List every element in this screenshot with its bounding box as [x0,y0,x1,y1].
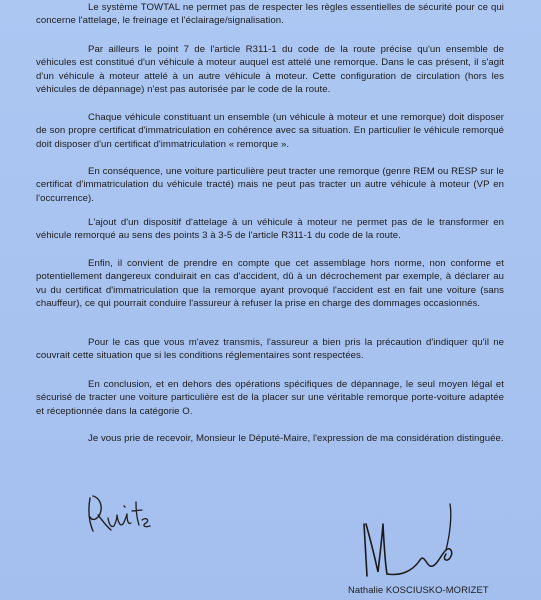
handwritten-note-signature [84,484,154,540]
paragraph-insurer: Pour le cas que vous m'avez transmis, l'assureur a bien pris la précaution d'indiquer qu'il ne couvrait cette situation que si les conditions réglementaires sont respectées. [36,337,504,362]
signer-name: Nathalie KOSCIUSKO-MORIZET [348,584,489,595]
paragraph-accident-risk: Enfin, il convient de prendre en compte que cet assemblage hors norme, non conforme et potentiellement dangereux conduirait en cas d'accident, dû à un décrochement par exemple, à déclarer au vu du certificat d'immatriculation que la remorque ayant provoqué l'accident est en fait une voiture (sans chauffeur), ce qui pourrait conduire l'assureur à refuser la prise en charge des dommages occasionnés. [36,258,504,310]
signature-mark [350,494,470,590]
paragraph-conclusion: En conclusion, et en dehors des opérations spécifiques de dépannage, le seul moyen légal et sécurisé de tracter une voiture particulière est de la placer sur une véritable remorque porte-voiture adaptée et réceptionnée dans la catégorie O. [36,379,504,417]
paragraph-closing-formula: Je vous prie de recevoir, Monsieur le Député-Maire, l'expression de ma considération distinguée. [88,433,504,444]
paragraph-article-r311-1: Par ailleurs le point 7 de l'article R311-1 du code de la route précise qu'un ensemble de véhicules est constitué d'un véhicule à moteur auquel est attelé une remorque. Dans le cas présent, il s'agit d'un véhicule à moteur attelé à un autre véhicule à moteur. Cette configuration de circulation (hors les véhicules de dépannage) n'est pas autorisée par le code de la route. [36,44,504,96]
paragraph-hitch-device: L'ajout d'un dispositif d'attelage à un véhicule à moteur ne permet pas de le transformer en véhicule remorqué au sens des points 3 à 3-5 de l'article R311-1 du code de la route. [36,217,504,242]
paragraph-towtal-system: Le système TOWTAL ne permet pas de respecter les règles essentielles de sécurité pour ce qui concerne l'attelage, le freinage et l'éclairage/signalisation. [36,2,504,27]
paragraph-registration-certificate: Chaque véhicule constituant un ensemble (un véhicule à moteur et une remorque) doit disposer de son propre certificat d'immatriculation en cohérence avec sa situation. En particulier le véhicule remorqué doit disposer d'un certificat d'immatriculation « remorque ». [36,112,504,150]
paragraph-consequence: En conséquence, une voiture particulière peut tracter une remorque (genre REM ou RESP sur le certificat d'immatriculation du véhicule tracté) mais ne peut pas tracter un autre véhicule à moteur (VP en l'occurrence). [36,166,504,204]
